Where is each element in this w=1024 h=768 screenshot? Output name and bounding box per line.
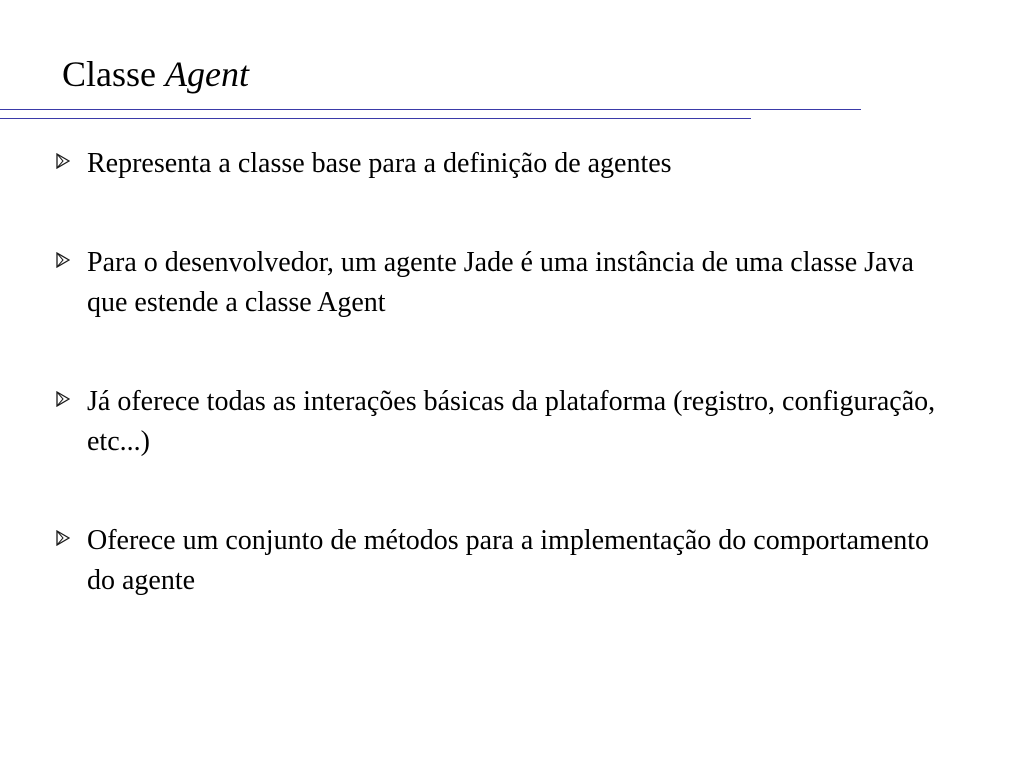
bullet-text: Já oferece todas as interações básicas da plataforma (registro, configuração, etc...) [87, 386, 936, 457]
arrow-bullet-icon [56, 530, 70, 546]
slide-title-plain: Classe [62, 54, 156, 94]
bullet-text: Para o desenvolvedor, um agente Jade é uma instância de uma classe Java que estende a classe Agent [87, 247, 914, 318]
bullet-text: Oferece um conjunto de métodos para a implementação do comportamento do agente [87, 525, 930, 596]
arrow-bullet-icon [56, 252, 70, 268]
arrow-bullet-icon [56, 391, 70, 407]
arrow-bullet-icon [56, 153, 70, 169]
bullet-text: Representa a classe base para a definição de agentes [87, 148, 672, 179]
slide-title [62, 52, 249, 96]
title-underline-bottom [0, 118, 751, 119]
slide-title-emphasis: Agent [165, 54, 249, 94]
title-underline-top [0, 109, 861, 110]
